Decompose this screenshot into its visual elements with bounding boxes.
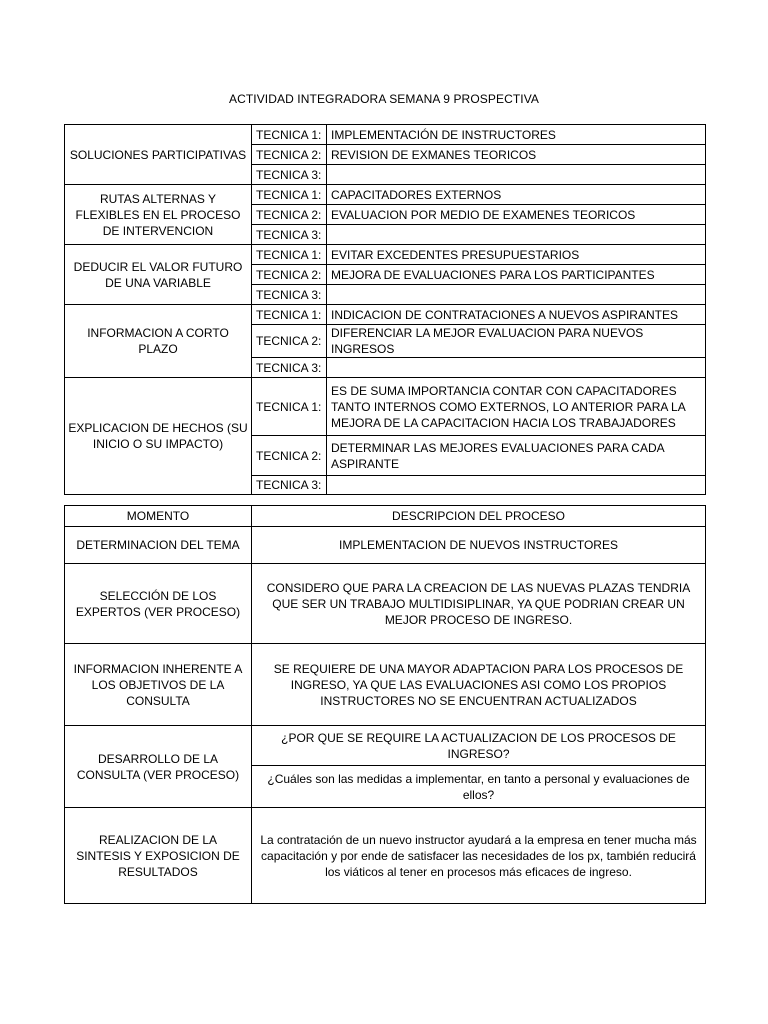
technique-value: DIFERENCIAR LA MEJOR EVALUACION PARA NUEVOS INGRESOS xyxy=(327,325,706,358)
table-header-row xyxy=(65,506,706,527)
description-cell: ¿Cuáles son las medidas a implementar, en tanto a personal y evaluaciones de ellos? xyxy=(252,766,706,808)
table-row xyxy=(65,527,706,564)
description-cell: CONSIDERO QUE PARA LA CREACION DE LAS NUEVAS PLAZAS TENDRIA QUE SER UN TRABAJO MULTIDISIPLINAR, YA QUE PODRIAN CREAR UN MEJOR PROCESO DE INGRESO. xyxy=(252,564,706,644)
moment-cell: REALIZACION DE LA SINTESIS Y EXPOSICION DE RESULTADOS xyxy=(65,808,252,904)
technique-label: TECNICA 3: xyxy=(252,165,327,185)
techniques-table xyxy=(64,124,706,495)
page-title: ACTIVIDAD INTEGRADORA SEMANA 9 PROSPECTIVA xyxy=(228,92,540,106)
technique-label: TECNICA 2: xyxy=(252,205,327,225)
technique-label: TECNICA 3: xyxy=(252,476,327,495)
technique-value xyxy=(327,165,706,185)
technique-value: INDICACION DE CONTRATACIONES A NUEVOS ASPIRANTES xyxy=(327,305,706,325)
technique-value xyxy=(327,476,706,495)
description-cell: ¿POR QUE SE REQUIRE LA ACTUALIZACION DE LOS PROCESOS DE INGRESO? xyxy=(252,726,706,766)
technique-value: EVITAR EXCEDENTES PRESUPUESTARIOS xyxy=(327,245,706,265)
table-row xyxy=(65,726,706,766)
table-row xyxy=(65,808,706,904)
technique-value: REVISION DE EXMANES TEORICOS xyxy=(327,145,706,165)
category-cell: RUTAS ALTERNAS Y FLEXIBLES EN EL PROCESO DE INTERVENCION xyxy=(65,185,252,245)
technique-value: CAPACITADORES EXTERNOS xyxy=(327,185,706,205)
description-cell: SE REQUIERE DE UNA MAYOR ADAPTACION PARA LOS PROCESOS DE INGRESO, YA QUE LAS EVALUACIONES ASI COMO LOS PROPIOS INSTRUCTORES NO SE ENCUENTRAN ACTUALIZADOS xyxy=(252,644,706,726)
table-row xyxy=(65,564,706,644)
description-cell: IMPLEMENTACION DE NUEVOS INSTRUCTORES xyxy=(252,527,706,564)
technique-label: TECNICA 2: xyxy=(252,145,327,165)
moment-cell: SELECCIÓN DE LOS EXPERTOS (VER PROCESO) xyxy=(65,564,252,644)
technique-label: TECNICA 1: xyxy=(252,245,327,265)
category-cell: SOLUCIONES PARTICIPATIVAS xyxy=(65,125,252,185)
technique-label: TECNICA 3: xyxy=(252,358,327,378)
description-cell: La contratación de un nuevo instructor ayudará a la empresa en tener mucha más capacitación y por ende de satisfacer las necesidades de los px, también reducirá los viáticos al tener en procesos más eficaces de ingreso. xyxy=(252,808,706,904)
technique-label: TECNICA 2: xyxy=(252,265,327,285)
table-row xyxy=(65,245,706,265)
table-row xyxy=(65,185,706,205)
process-table xyxy=(64,505,706,904)
column-header-description: DESCRIPCION DEL PROCESO xyxy=(252,506,706,527)
technique-value xyxy=(327,285,706,305)
technique-label: TECNICA 1: xyxy=(252,378,327,436)
table-row xyxy=(65,125,706,145)
technique-label: TECNICA 2: xyxy=(252,436,327,476)
technique-value: MEJORA DE EVALUACIONES PARA LOS PARTICIPANTES xyxy=(327,265,706,285)
technique-value xyxy=(327,225,706,245)
table-row xyxy=(65,378,706,436)
technique-value: ES DE SUMA IMPORTANCIA CONTAR CON CAPACITADORES TANTO INTERNOS COMO EXTERNOS, LO ANTERIOR PARA LA MEJORA DE LA CAPACITACION HACIA LOS TRABAJADORES xyxy=(327,378,706,436)
table-row xyxy=(65,305,706,325)
technique-value: EVALUACION POR MEDIO DE EXAMENES TEORICOS xyxy=(327,205,706,225)
technique-label: TECNICA 3: xyxy=(252,225,327,245)
table-row xyxy=(65,644,706,726)
technique-label: TECNICA 1: xyxy=(252,185,327,205)
technique-value: DETERMINAR LAS MEJORES EVALUACIONES PARA CADA ASPIRANTE xyxy=(327,436,706,476)
technique-label: TECNICA 1: xyxy=(252,305,327,325)
moment-cell: DESARROLLO DE LA CONSULTA (VER PROCESO) xyxy=(65,726,252,808)
moment-cell: DETERMINACION DEL TEMA xyxy=(65,527,252,564)
technique-value: IMPLEMENTACIÓN DE INSTRUCTORES xyxy=(327,125,706,145)
column-header-moment: MOMENTO xyxy=(65,506,252,527)
technique-label: TECNICA 3: xyxy=(252,285,327,305)
technique-value xyxy=(327,358,706,378)
category-cell: EXPLICACION DE HECHOS (SU INICIO O SU IMPACTO) xyxy=(65,378,252,495)
moment-cell: INFORMACION INHERENTE A LOS OBJETIVOS DE LA CONSULTA xyxy=(65,644,252,726)
category-cell: INFORMACION A CORTO PLAZO xyxy=(65,305,252,378)
technique-label: TECNICA 2: xyxy=(252,325,327,358)
category-cell: DEDUCIR EL VALOR FUTURO DE UNA VARIABLE xyxy=(65,245,252,305)
technique-label: TECNICA 1: xyxy=(252,125,327,145)
